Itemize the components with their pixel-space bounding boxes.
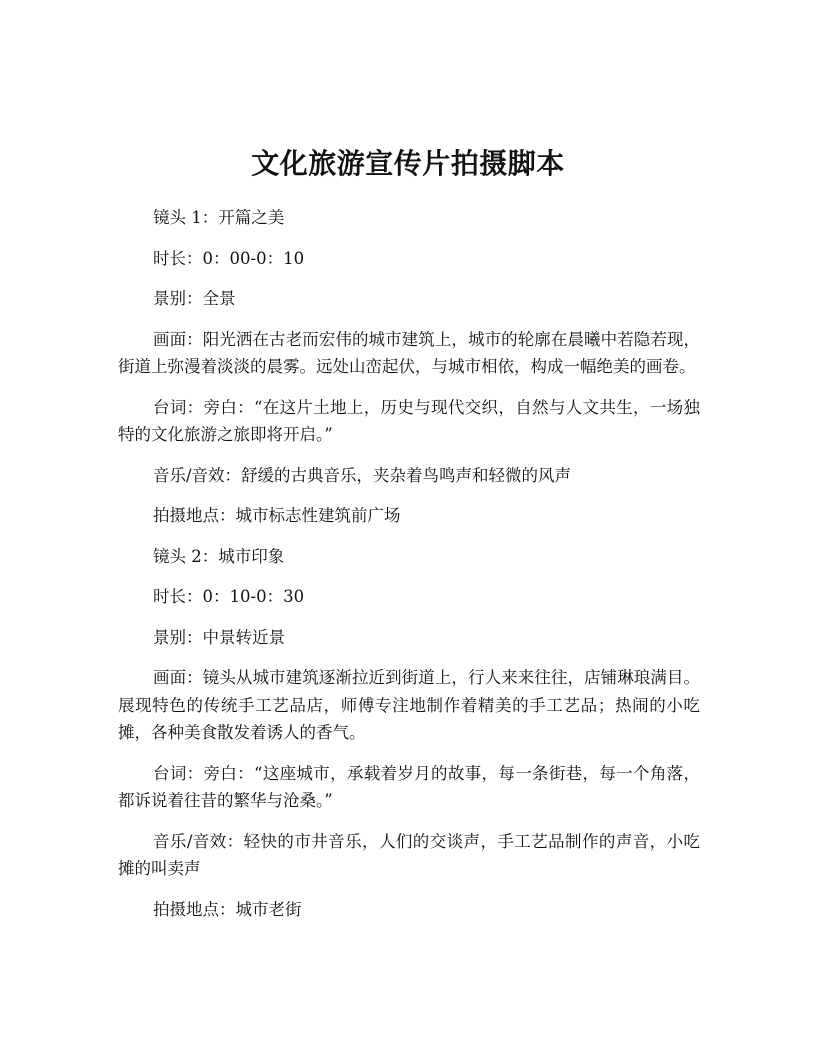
shot-1-framing: 景别：全景 [153,289,236,308]
shot-1-heading: 镜头 1：开篇之美 [153,208,285,227]
shot-2-narration: 台词：旁白：“这座城市，承载着岁月的故事，每一条街巷，每一个角落，都诉说着往昔的繁华与沧桑。” [118,763,700,810]
shot-1-visuals: 画面：阳光洒在古老而宏伟的城市建筑上，城市的轮廓在晨曦中若隐若现，街道上弥漫着淡淡的晨雾。远处山峦起伏，与城市相依，构成一幅绝美的画卷。 [118,329,700,376]
document-title: 文化旅游宣传片拍摄脚本 [251,147,565,180]
shot-1-music: 音乐/音效：舒缓的古典音乐，夹杂着鸟鸣声和轻微的风声 [153,465,572,485]
shot-1-narration: 台词：旁白：“在这片土地上，历史与现代交织，自然与人文共生，一场独特的文化旅游之旅即将开启。” [118,397,700,444]
shot-2-duration: 时长：0：10-0：30 [153,587,305,606]
shot-1-location: 拍摄地点：城市标志性建筑前广场 [153,506,401,525]
shot-1-duration: 时长：0：00-0：10 [153,248,305,268]
shot-2-visuals: 画面：镜头从城市建筑逐渐拉近到街道上，行人来来往往，店铺琳琅满目。展现特色的传统手工艺品店，师傅专注地制作着精美的手工艺品；热闹的小吃摊，各种美食散发着诱人的香气。 [118,668,700,742]
script-body [118,204,700,936]
shot-2-framing: 景别：中景转近景 [153,627,285,647]
shot-2-location: 拍摄地点：城市老街 [153,899,302,919]
shot-2-music: 音乐/音效：轻快的市井音乐，人们的交谈声，手工艺品制作的声音，小吃摊的叫卖声 [118,831,700,878]
shot-2-heading: 镜头 2：城市印象 [153,546,285,566]
